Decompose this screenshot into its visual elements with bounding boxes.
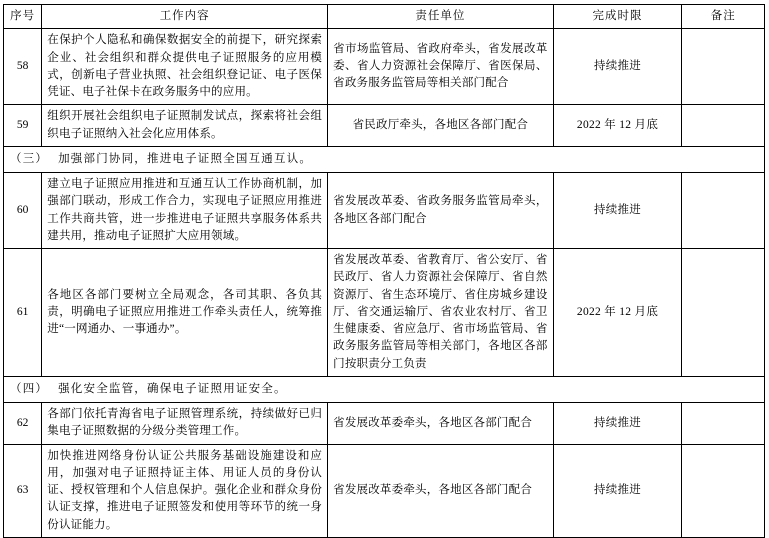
row-note bbox=[682, 249, 765, 377]
row-seq: 63 bbox=[4, 444, 42, 537]
section-title: 加强部门协同，推进电子证照全国互通互认。 bbox=[58, 152, 313, 165]
row-responsible-unit: 省民政厅牵头，各地区各部门配合 bbox=[328, 105, 553, 147]
row-work-content: 加快推进网络身份认证公共服务基础设施建设和应用，加强对电子证照持证主体、用证人员的身份认证、授权管理和个人信息保护。强化企业和群众身份认证支撑，推进电子证照签发和使用等环节的统一身份认证能力。 bbox=[42, 444, 328, 537]
column-header-work: 工作内容 bbox=[42, 5, 328, 29]
task-schedule-table bbox=[3, 4, 765, 538]
section-number: （四） bbox=[10, 382, 49, 395]
section-heading-cell bbox=[4, 376, 765, 402]
section-heading-row bbox=[4, 146, 765, 172]
table-row bbox=[4, 249, 765, 377]
section-title: 强化安全监管，确保电子证照用证安全。 bbox=[58, 382, 287, 395]
table-row bbox=[4, 444, 765, 537]
row-work-content: 建立电子证照应用推进和互通互认工作协商机制，加强部门联动，形成工作合力，实现电子证照应用推进工作共商共管，进一步推进电子证照共享服务体系共建共用，推动电子证照扩大应用领域。 bbox=[42, 173, 328, 249]
row-deadline: 持续推进 bbox=[553, 173, 682, 249]
row-responsible-unit: 省发展改革委牵头，各地区各部门配合 bbox=[328, 444, 553, 537]
row-deadline: 持续推进 bbox=[553, 444, 682, 537]
row-note bbox=[682, 444, 765, 537]
row-responsible-unit: 省发展改革委牵头，各地区各部门配合 bbox=[328, 403, 553, 445]
row-work-content: 组织开展社会组织电子证照制发试点，探索将社会组织电子证照纳入社会化应用体系。 bbox=[42, 105, 328, 147]
row-note bbox=[682, 403, 765, 445]
row-seq: 62 bbox=[4, 403, 42, 445]
table-row bbox=[4, 403, 765, 445]
column-header-seq: 序号 bbox=[4, 5, 42, 29]
column-header-due: 完成时限 bbox=[553, 5, 682, 29]
table-row bbox=[4, 29, 765, 105]
section-heading-cell bbox=[4, 146, 765, 172]
row-seq: 61 bbox=[4, 249, 42, 377]
row-deadline: 2022 年 12 月底 bbox=[553, 249, 682, 377]
table-row bbox=[4, 105, 765, 147]
row-responsible-unit: 省发展改革委、省政务服务监管局牵头，各地区各部门配合 bbox=[328, 173, 553, 249]
row-note bbox=[682, 105, 765, 147]
row-deadline: 持续推进 bbox=[553, 29, 682, 105]
row-work-content: 各部门依托青海省电子证照管理系统，持续做好已归集电子证照数据的分级分类管理工作。 bbox=[42, 403, 328, 445]
row-note bbox=[682, 29, 765, 105]
row-work-content: 各地区各部门要树立全局观念，各司其职、各负其责，明确电子证照应用推进工作牵头责任人，统筹推进“一网通办、一事通办”。 bbox=[42, 249, 328, 377]
row-responsible-unit: 省市场监管局、省政府牵头，省发展改革委、省人力资源社会保障厅、省医保局、省政务服务监管局等相关部门配合 bbox=[328, 29, 553, 105]
row-responsible-unit: 省发展改革委、省教育厅、省公安厅、省民政厅、省人力资源社会保障厅、省自然资源厅、省生态环境厅、省住房城乡建设厅、省交通运输厅、省农业农村厅、省卫生健康委、省应急厅、省市场监管局、省政务服务监管局等相关部门，各地区各部门按职责分工负责 bbox=[328, 249, 553, 377]
row-seq: 58 bbox=[4, 29, 42, 105]
table-row bbox=[4, 173, 765, 249]
row-deadline: 2022 年 12 月底 bbox=[553, 105, 682, 147]
row-note bbox=[682, 173, 765, 249]
section-heading-row bbox=[4, 376, 765, 402]
column-header-note: 备注 bbox=[682, 5, 765, 29]
row-seq: 59 bbox=[4, 105, 42, 147]
column-header-unit: 责任单位 bbox=[328, 5, 553, 29]
table-header-row bbox=[4, 5, 765, 29]
row-seq: 60 bbox=[4, 173, 42, 249]
row-deadline: 持续推进 bbox=[553, 403, 682, 445]
row-work-content: 在保护个人隐私和确保数据安全的前提下，研究探索企业、社会组织和群众提供电子证照服务的应用模式，创新电子营业执照、社会组织登记证、电子医保凭证、电子社保卡在政务服务中的应用。 bbox=[42, 29, 328, 105]
section-number: （三） bbox=[10, 152, 49, 165]
